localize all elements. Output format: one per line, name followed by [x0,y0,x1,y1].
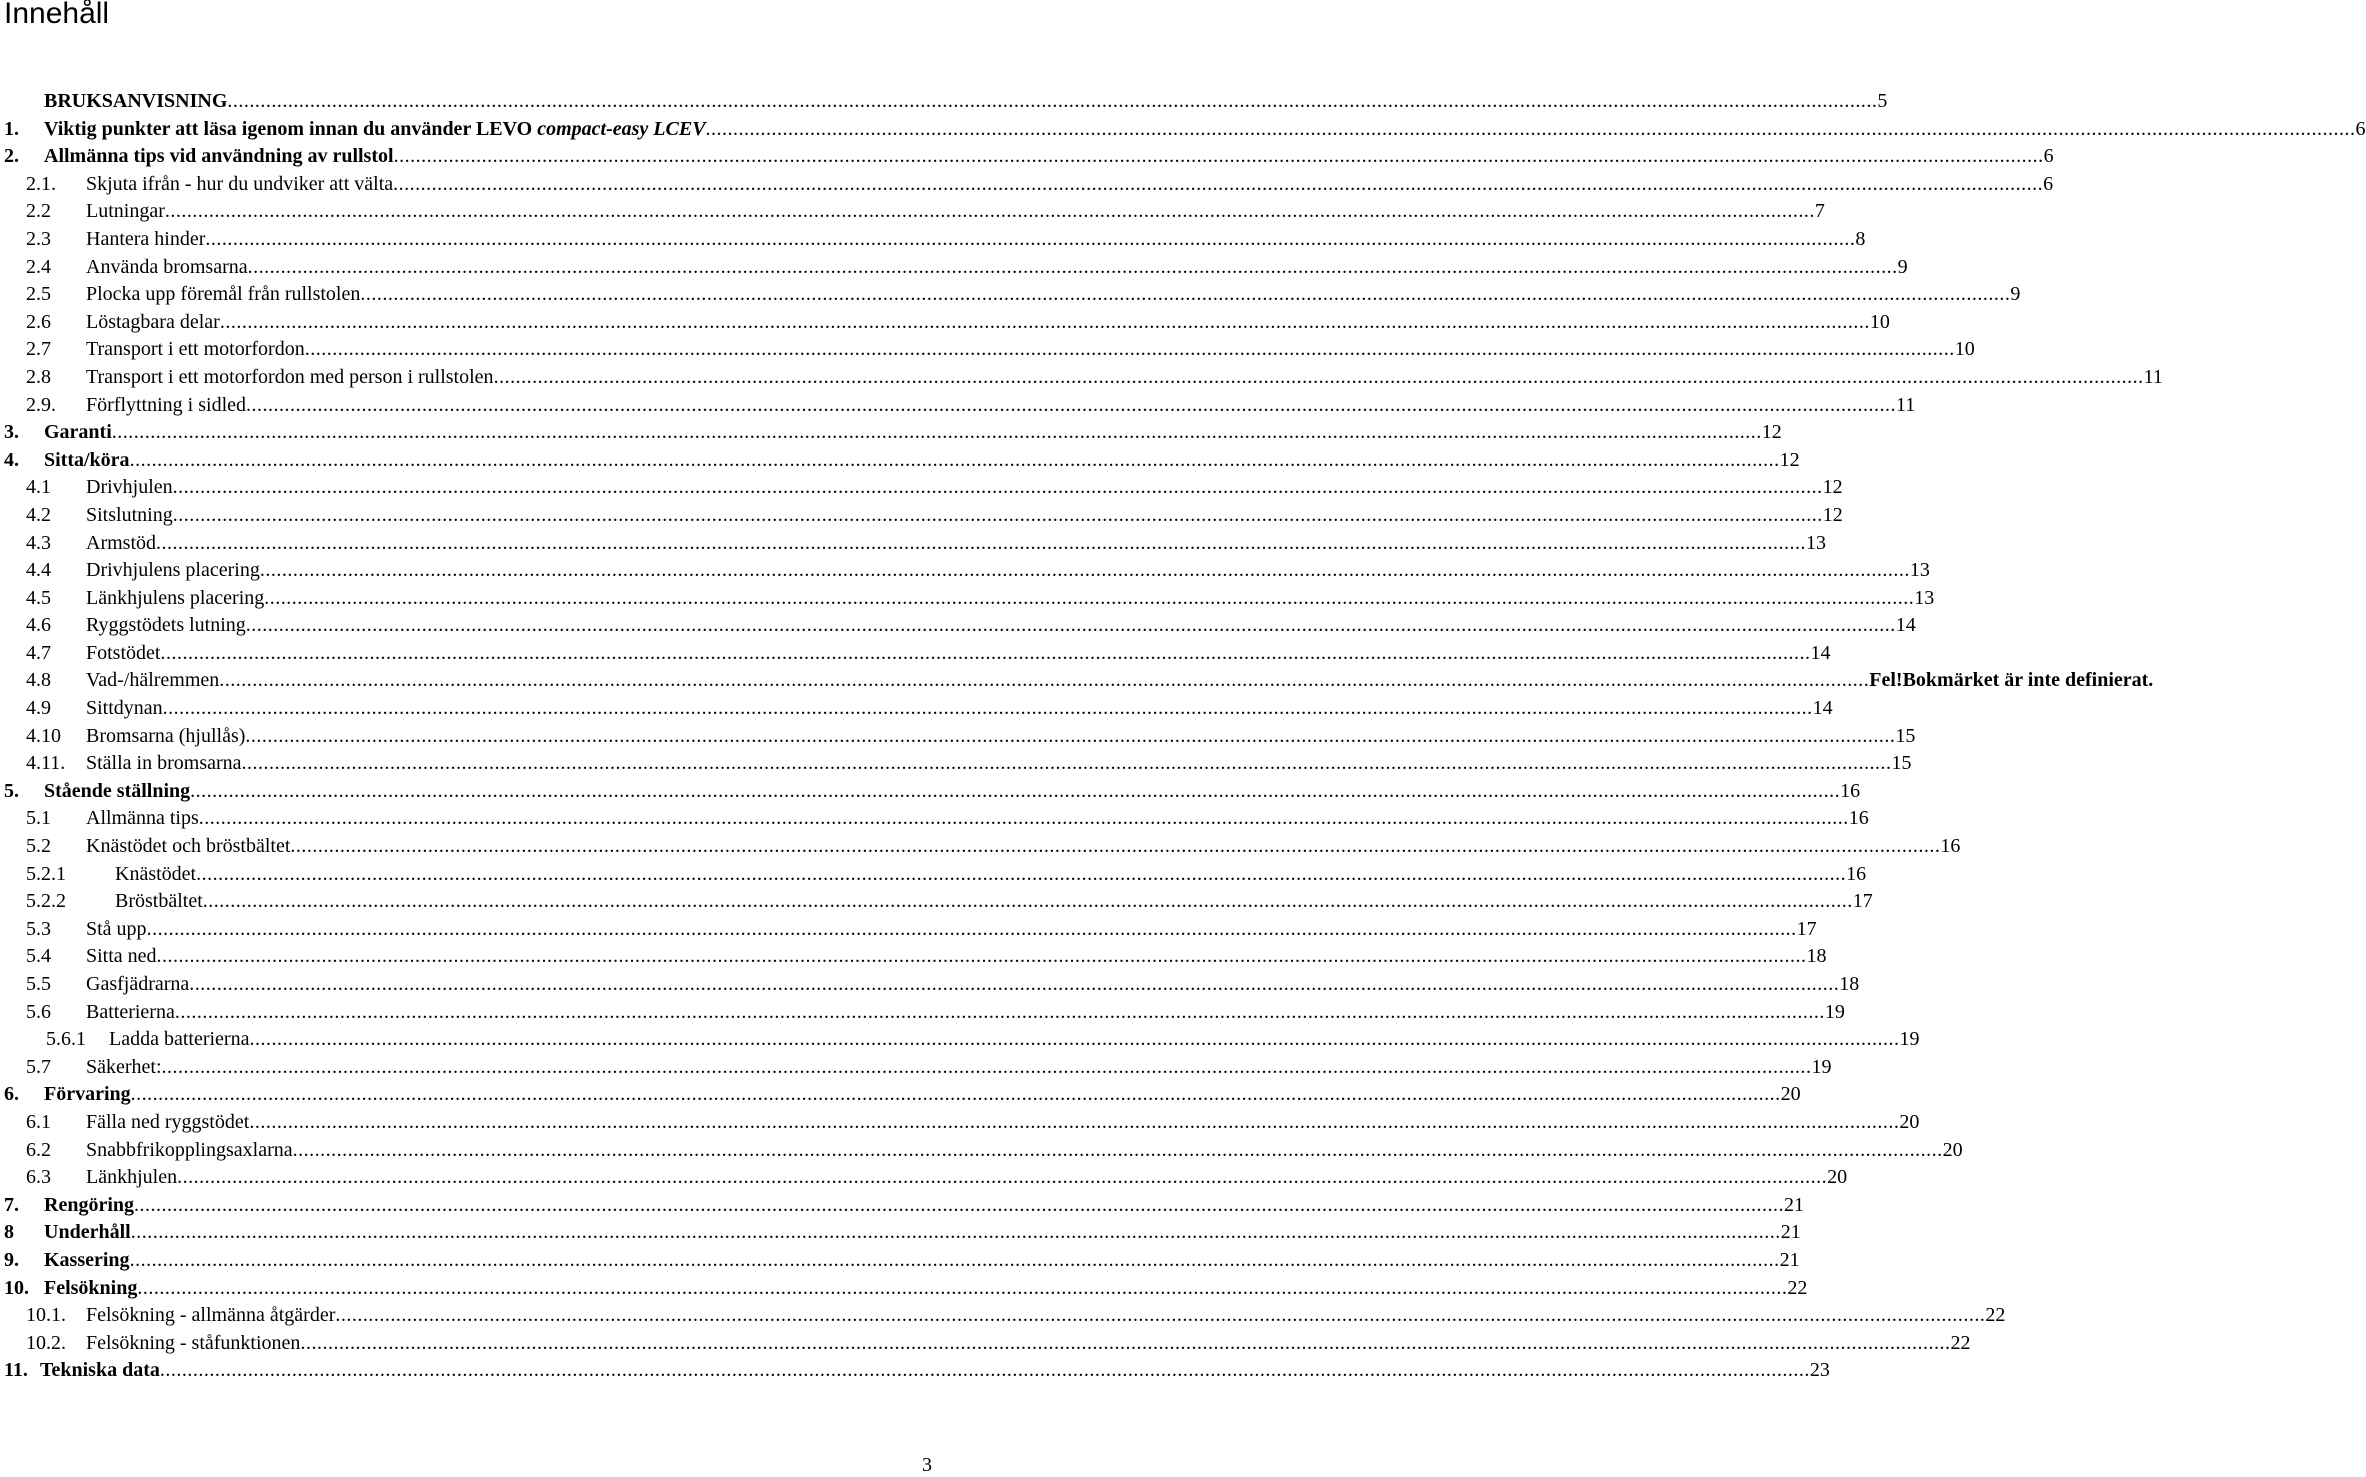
toc-entry-number: 5.1 [26,807,51,830]
dot-leader: ............................................................................................................................................................................................................................................................................................................ [111,421,1762,444]
toc-entry-number: 4.6 [26,614,51,637]
dot-leader: ............................................................................................................................................................................................................................................................................................................ [198,807,1849,830]
toc-entry-title-text: Allmänna tips vid användning av rullstol [44,145,394,168]
toc-entry-number: 2.4 [26,255,51,278]
toc-entry-page: 11 [2143,365,2163,388]
toc-entry-title-text: Tekniska data [40,1359,160,1382]
toc-entry-page: 12 [1779,448,1800,471]
toc-entry-title-text: Säkerhet: [86,1055,162,1078]
toc-entry[interactable] [4,723,1916,751]
toc-entry[interactable] [4,667,2154,695]
toc-entry-title-text: Lutningar [86,200,165,223]
dot-leader: ............................................................................................................................................................................................................................................................................................................ [245,614,1896,637]
toc-entry-number: 5.2.2 [26,890,66,913]
toc-entry[interactable] [4,971,1860,999]
toc-entry-page: 9 [2010,283,2021,306]
toc-entry[interactable] [4,833,1961,861]
toc-entry-title [86,364,494,392]
toc-entry-page: 22 [1950,1331,1971,1354]
toc-entry-number: 4.10 [26,724,61,747]
toc-entry-page: 7 [1814,200,1825,223]
toc-entry-number: 2.9. [26,393,56,416]
dot-leader: ............................................................................................................................................................................................................................................................................................................ [190,779,1841,802]
dot-leader: ............................................................................................................................................................................................................................................................................................................ [246,393,1896,416]
toc-entry-page: 11 [1896,393,1916,416]
dot-leader: ............................................................................................................................................................................................................................................................................................................ [219,310,1870,333]
toc-entry-page: 5 [1877,90,1888,112]
dot-leader: ............................................................................................................................................................................................................................................................................................................ [493,365,2144,388]
dot-leader: ............................................................................................................................................................................................................................................................................................................ [300,1331,1951,1354]
toc-entry[interactable] [4,336,1975,364]
toc-entry-title-text: Skjuta ifrån - hur du undviker att välta [86,172,394,195]
toc-entry-title-text: Förflyttning i sidled [86,393,246,416]
toc-entry-number: 6.3 [26,1166,51,1189]
toc-entry-page: 10 [1869,310,1890,333]
toc-entry-title [86,999,175,1027]
dot-leader: ............................................................................................................................................................................................................................................................................................................ [393,172,2044,195]
toc-entry-page: 16 [1840,779,1861,802]
toc-entry-title [86,254,248,282]
toc-entry-title [86,171,393,199]
toc-entry[interactable] [4,778,1861,806]
toc-entry[interactable] [4,1219,1801,1247]
toc-entry[interactable] [4,1026,1920,1054]
toc-entry[interactable] [4,888,1873,916]
dot-leader: ............................................................................................................................................................................................................................................................................................................ [241,752,1892,775]
toc-entry-title [86,667,219,695]
toc-entry-title-text: Löstagbara delar [86,310,220,333]
toc-entry-number: 5.4 [26,945,51,968]
toc-entry-title [44,419,112,447]
toc-entry-number: 7. [4,1193,19,1216]
toc-entry-number: 2. [4,145,19,168]
toc-entry[interactable] [4,1081,1801,1109]
toc-entry-page: 12 [1761,421,1782,444]
toc-entry-title [44,116,706,144]
dot-leader: ............................................................................................................................................................................................................................................................................................................ [335,1304,1986,1327]
dot-leader: ............................................................................................................................................................................................................................................................................................................ [129,1248,1780,1271]
toc-entry-page: 8 [1855,227,1866,250]
toc-entry-title [44,88,227,116]
toc-entry-title-text: Transport i ett motorfordon [86,338,305,361]
toc-entry-title [86,805,199,833]
dot-leader: ............................................................................................................................................................................................................................................................................................................ [227,90,1878,112]
dot-leader: ............................................................................................................................................................................................................................................................................................................ [174,1000,1825,1023]
toc-entry-page: 17 [1852,890,1873,913]
toc-entry-title-text: BRUKSANVISNING [44,90,228,112]
toc-entry-number: 6. [4,1083,19,1106]
toc-entry-title-text: Knästödet och bröstbältet [86,835,291,858]
toc-entry-page: 16 [1848,807,1869,830]
toc-entry-number: 9. [4,1248,19,1271]
toc-entry-title-text: Stå upp [86,917,147,940]
toc-entry-title-text: Sittdynan [86,697,163,720]
toc-entry-title-text: Ryggstödets lutning [86,614,246,637]
toc-entry[interactable] [4,226,1866,254]
toc-entry-title-text: Sitta ned [86,945,157,968]
toc-entry-title [86,695,163,723]
toc-entry-number: 6.2 [26,1138,51,1161]
toc-entry-title [44,1081,131,1109]
toc-entry-number: 10.1. [26,1304,66,1327]
dot-leader: ............................................................................................................................................................................................................................................................................................................ [156,531,1806,554]
toc-entry-title-text: Garanti [44,421,112,444]
toc-entry-number: 5.3 [26,917,51,940]
toc-entry-title [86,530,156,558]
toc-entry-number: 5. [4,779,19,802]
toc-entry-page: Fel!Bokmärket är inte definierat. [1869,669,2154,692]
toc-entry-page: 20 [1942,1138,1963,1161]
toc-entry-number: 4.9 [26,697,51,720]
toc-entry-number: 1. [4,117,19,140]
toc-entry-title [44,778,190,806]
dot-leader: ............................................................................................................................................................................................................................................................................................................ [249,1028,1900,1051]
toc-entry-number: 5.7 [26,1055,51,1078]
toc-entry-title [86,309,220,337]
toc-entry[interactable] [4,474,1843,502]
toc-entry[interactable] [4,447,1800,475]
toc-entry[interactable] [4,530,1826,558]
toc-entry-number: 5.2 [26,835,51,858]
dot-leader: ............................................................................................................................................................................................................................................................................................................ [290,835,1941,858]
toc-entry-number: 11. [4,1359,28,1382]
toc-entry-title [86,1164,177,1192]
toc-entry-number: 4.1 [26,476,51,499]
toc-entry-title-text: Bröstbältet [115,890,203,913]
dot-leader: ............................................................................................................................................................................................................................................................................................................ [205,227,1856,250]
toc-entry[interactable] [4,1054,1832,1082]
dot-leader: ............................................................................................................................................................................................................................................................................................................ [196,862,1847,885]
toc-entry-title [44,1247,130,1275]
toc-entry-number: 4.5 [26,586,51,609]
dot-leader: ............................................................................................................................................................................................................................................................................................................ [172,503,1823,526]
toc-entry-title [86,943,157,971]
toc-entry-page: 20 [1899,1110,1920,1133]
toc-entry[interactable] [4,1109,1920,1137]
toc-entry-title-text: Länkhjulen [86,1166,178,1189]
dot-leader: ............................................................................................................................................................................................................................................................................................................ [249,1110,1900,1133]
table-of-contents [4,88,2366,1385]
toc-entry-page: 12 [1822,476,1843,499]
toc-entry-title-text: Kassering [44,1248,130,1271]
toc-entry-title-text: Knästödet [115,862,197,885]
toc-entry[interactable] [4,943,1827,971]
toc-entry-page: 17 [1796,917,1817,940]
dot-leader: ............................................................................................................................................................................................................................................................................................................ [130,1221,1781,1244]
toc-entry-number: 4.3 [26,531,51,554]
dot-leader: ............................................................................................................................................................................................................................................................................................................ [146,917,1797,940]
toc-entry-title [86,502,173,530]
toc-entry-title-text: Sitslutning [86,503,173,526]
toc-entry-page: 21 [1779,1248,1800,1271]
toc-entry-title-text: Snabbfrikopplingsaxlarna [86,1138,293,1161]
toc-entry-number: 5.5 [26,973,51,995]
toc-entry-title-text: Drivhjulen [86,476,173,499]
dot-leader: ............................................................................................................................................................................................................................................................................................................ [245,724,1896,747]
toc-entry-page: 15 [1895,724,1916,747]
toc-entry-page: 6 [2043,145,2054,168]
toc-entry[interactable] [4,88,1888,116]
toc-entry[interactable] [4,419,1782,447]
toc-entry-page: 18 [1839,973,1860,995]
toc-entry-title-text: Fälla ned ryggstödet [86,1110,250,1133]
toc-entry-page: 13 [1909,559,1930,582]
toc-entry[interactable] [4,1330,1971,1358]
toc-entry-title [86,585,264,613]
dot-leader: ............................................................................................................................................................................................................................................................................................................ [247,255,1898,278]
toc-entry-title-text: Använda bromsarna [86,255,248,278]
toc-entry[interactable] [4,1192,1804,1220]
toc-entry-title [86,557,260,585]
toc-entry-page: 14 [1810,641,1831,664]
toc-entry[interactable] [4,557,1930,585]
toc-entry[interactable] [4,695,1833,723]
toc-entry[interactable] [4,999,1845,1027]
toc-entry[interactable] [4,171,2054,199]
dot-leader: ............................................................................................................................................................................................................................................................................................................ [202,890,1853,913]
toc-entry-page: 14 [1812,697,1833,720]
toc-entry-number: 5.6.1 [46,1028,86,1051]
toc-entry-page: 21 [1784,1193,1804,1216]
toc-entry-title-text: Felsökning - allmänna åtgärder [86,1304,336,1327]
toc-entry-number: 8 [4,1221,14,1244]
toc-entry[interactable] [4,805,1869,833]
toc-entry-title [115,861,196,889]
toc-entry-number: 10.2. [26,1331,66,1354]
toc-entry-page: 18 [1806,945,1827,968]
toc-entry[interactable] [4,585,1935,613]
toc-entry-page: 16 [1940,835,1961,858]
toc-entry-page: 13 [1914,586,1935,609]
toc-entry-number: 4.2 [26,503,51,526]
page-title: Innehåll [4,0,110,30]
toc-entry-title-text: Vad-/hälremmen [86,669,220,692]
toc-entry[interactable] [4,309,1890,337]
toc-entry-page: 23 [1809,1359,1830,1382]
dot-leader: ............................................................................................................................................................................................................................................................................................................ [264,586,1915,609]
toc-entry-title [86,1330,300,1358]
toc-entry-title [86,392,246,420]
toc-entry-page: 20 [1780,1083,1801,1106]
toc-entry-page: 16 [1846,862,1867,885]
dot-leader: ............................................................................................................................................................................................................................................................................................................ [162,697,1813,720]
toc-entry-number: 5.2.1 [26,862,66,885]
toc-entry-page: 21 [1780,1221,1801,1244]
dot-leader: ............................................................................................................................................................................................................................................................................................................ [219,669,1870,692]
toc-entry-number: 2.6 [26,310,51,333]
toc-entry[interactable] [4,1247,1800,1275]
toc-entry[interactable] [4,1302,2006,1330]
toc-entry[interactable] [4,281,2021,309]
toc-entry-title [86,723,245,751]
toc-entry-number: 4.11. [26,752,66,775]
toc-entry-title-text: Transport i ett motorfordon med person i rullstolen [86,365,494,388]
toc-entry-title-text: Hantera hinder [86,227,206,250]
toc-entry-page: 12 [1822,503,1843,526]
toc-entry-number: 2.2 [26,200,51,223]
toc-entry-number: 6.1 [26,1110,51,1133]
toc-entry-title-text: Stående ställning [44,779,191,802]
toc-entry[interactable] [4,116,2366,144]
dot-leader: ............................................................................................................................................................................................................................................................................................................ [130,1083,1781,1106]
toc-entry-page: 10 [1954,338,1975,361]
toc-entry-title [86,971,189,999]
toc-entry-title [86,612,246,640]
dot-leader: ............................................................................................................................................................................................................................................................................................................ [172,476,1823,499]
toc-entry-page: 22 [1985,1304,2006,1327]
dot-leader: ............................................................................................................................................................................................................................................................................................................ [292,1138,1943,1161]
toc-entry-title-text: Länkhjulens placering [86,586,265,609]
toc-entry[interactable] [4,392,1916,420]
toc-entry-number: 2.7 [26,338,51,361]
toc-entry[interactable] [4,1164,1848,1192]
toc-entry[interactable] [4,502,1843,530]
toc-entry-number: 4.8 [26,669,51,692]
page-number: 3 [922,1454,932,1476]
toc-entry-title [86,1109,249,1137]
dot-leader: ............................................................................................................................................................................................................................................................................................................ [189,973,1840,995]
toc-entry-title [86,198,165,226]
toc-entry-page: 20 [1827,1166,1848,1189]
toc-entry-title-text: Bromsarna (hjullås) [86,724,246,747]
toc-entry-title-text: Plocka upp föremål från rullstolen [86,283,361,306]
toc-entry[interactable] [4,612,1916,640]
toc-entry-page: 19 [1811,1055,1832,1078]
dot-leader: ............................................................................................................................................................................................................................................................................................................ [137,1276,1788,1299]
dot-leader: ............................................................................................................................................................................................................................................................................................................ [134,1193,1784,1216]
toc-entry-title-text: Fotstödet [86,641,161,664]
toc-entry-title [86,226,205,254]
toc-entry[interactable] [4,1137,1963,1165]
toc-entry-title-text: Rengöring [44,1193,134,1216]
toc-entry[interactable] [4,143,2054,171]
toc-entry-page: 14 [1895,614,1916,637]
toc-entry-page: 9 [1897,255,1908,278]
dot-leader: ............................................................................................................................................................................................................................................................................................................ [156,945,1807,968]
toc-entry-title [86,474,173,502]
toc-entry-title [86,1137,293,1165]
toc-entry[interactable] [4,640,1831,668]
toc-entry-page: 15 [1891,752,1912,775]
toc-entry-title [44,1275,137,1303]
toc-entry-title-text: Armstöd [86,531,156,554]
toc-entry-title [44,1219,131,1247]
toc-entry-title [86,750,242,778]
toc-entry-number: 10. [4,1276,29,1299]
toc-entry-title [86,1054,162,1082]
dot-leader: ............................................................................................................................................................................................................................................................................................................ [129,448,1780,471]
toc-entry-title-text: Underhåll [44,1221,131,1244]
toc-entry-title-text: Felsökning - ståfunktionen [86,1331,301,1354]
toc-entry-title [44,447,130,475]
dot-leader: ............................................................................................................................................................................................................................................................................................................ [705,117,2356,140]
dot-leader: ............................................................................................................................................................................................................................................................................................................ [259,559,1910,582]
dot-leader: ............................................................................................................................................................................................................................................................................................................ [161,1055,1812,1078]
toc-entry-number: 4.4 [26,559,51,582]
toc-entry-title [86,640,160,668]
dot-leader: ............................................................................................................................................................................................................................................................................................................ [160,641,1811,664]
toc-entry-title [86,281,360,309]
toc-entry-title [86,833,290,861]
toc-entry-number: 5.6 [26,1000,51,1023]
toc-entry[interactable] [4,198,1825,226]
toc-entry-title-text: Allmänna tips [86,807,199,830]
toc-entry-title-text: Ställa in bromsarna [86,752,242,775]
toc-entry-page: 13 [1806,531,1826,554]
toc-entry-page: 22 [1787,1276,1808,1299]
toc-entry-title [44,143,394,171]
toc-entry-title-text: Drivhjulens placering [86,559,260,582]
toc-entry[interactable] [4,1275,1808,1303]
toc-entry-title [40,1357,160,1385]
toc-entry-page: 6 [2043,172,2054,195]
toc-entry-title [115,888,203,916]
toc-entry-number: 4.7 [26,641,51,664]
toc-entry-page: 19 [1899,1028,1920,1051]
toc-entry-title-text: Ladda batterierna [109,1028,250,1051]
toc-entry[interactable] [4,750,1912,778]
toc-entry[interactable] [4,254,1908,282]
dot-leader: ............................................................................................................................................................................................................................................................................................................ [164,200,1815,223]
toc-entry-title-text: Batterierna [86,1000,175,1023]
toc-entry[interactable] [4,861,1867,889]
dot-leader: ............................................................................................................................................................................................................................................................................................................ [304,338,1955,361]
toc-entry-title-text: Förvaring [44,1083,131,1106]
toc-entry[interactable] [4,364,2163,392]
toc-entry-title [86,336,305,364]
toc-entry-number: 2.3 [26,227,51,250]
toc-entry-title-text: Felsökning [44,1276,138,1299]
toc-entry-number: 4. [4,448,19,471]
toc-entry-page: 19 [1824,1000,1845,1023]
toc-entry-title [86,916,147,944]
toc-entry-title [44,1192,134,1220]
toc-entry-title-text: Gasfjädrarna [86,973,190,995]
toc-entry-page: 6 [2355,117,2366,140]
toc-entry[interactable] [4,916,1817,944]
toc-entry[interactable] [4,1357,1830,1385]
toc-entry-title-italic: compact-easy LCEV [537,117,706,140]
dot-leader: ............................................................................................................................................................................................................................................................................................................ [159,1359,1810,1382]
toc-entry-title [86,1302,335,1330]
toc-entry-title [109,1026,249,1054]
toc-entry-title-text: Viktig punkter att läsa igenom innan du använder LEVO [44,117,538,140]
toc-entry-number: 3. [4,421,19,444]
toc-entry-number: 2.1. [26,172,56,195]
toc-entry-title-text: Sitta/köra [44,448,130,471]
dot-leader: ............................................................................................................................................................................................................................................................................................................ [393,145,2044,168]
toc-entry-number: 2.8 [26,365,51,388]
toc-entry-number: 2.5 [26,283,51,306]
dot-leader: ............................................................................................................................................................................................................................................................................................................ [360,283,2011,306]
dot-leader: ............................................................................................................................................................................................................................................................................................................ [177,1166,1828,1189]
